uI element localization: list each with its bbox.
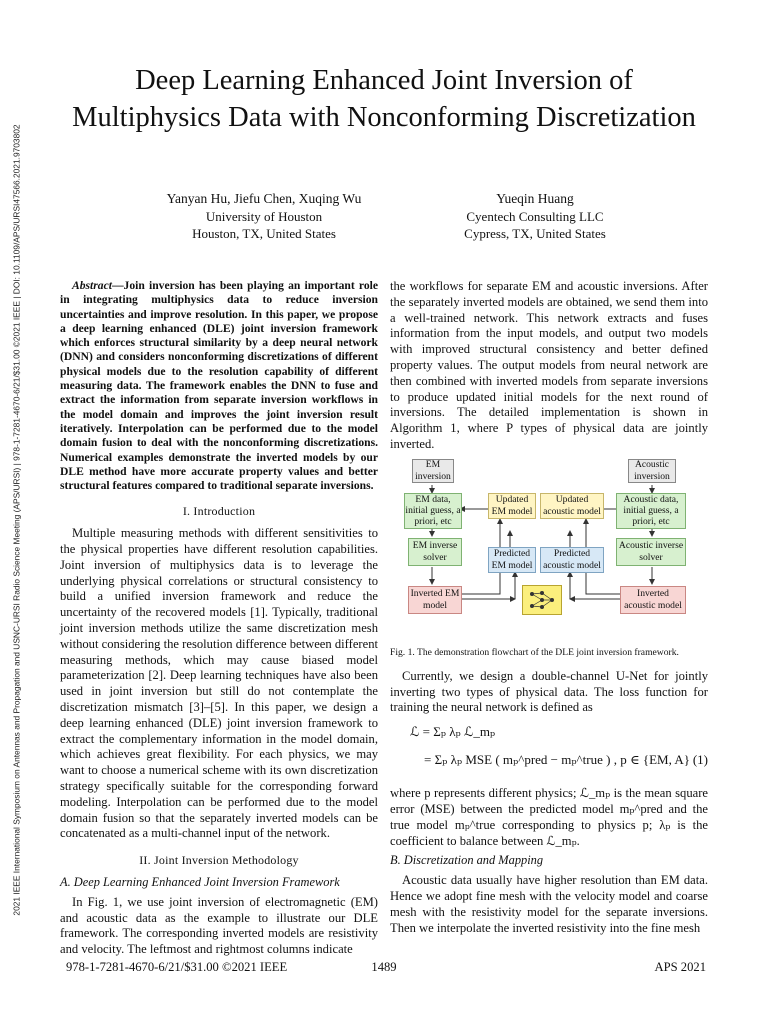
ieee-sidebar (10, 70, 24, 970)
inverted-em-model-box: Inverted EM model (408, 586, 462, 614)
acoustic-inverse-solver-box: Acoustic inverse solver (616, 538, 686, 566)
author-block-1 (100, 190, 428, 243)
inverted-acoustic-model-box: Inverted acoustic model (620, 586, 686, 614)
em-inversion-label: EM inversion (412, 459, 454, 483)
right-paragraph-1: the workflows for separate EM and acoustic inversions. After the separately inverted models are obtained, we send them into a well-trained network. This network extracts and fuses information from the input models, and output two models with improved structural consistency and better defined property values. The output models from neural network are then combined with inverted models from separate inversions to produce updated initial models for the next round of inversions. The detailed implementation is shown in Algorithm 1, where P types of physical data are jointly inverted. (390, 279, 708, 451)
subsection-a-paragraph: In Fig. 1, we use joint inversion of electromagnetic (EM) and acoustic data as the example to illustrate our DLE framework. The corresponding inverted models are resistivity and velocity. The leftmost and rightmost columns indicate (60, 894, 378, 957)
em-inverse-solver-box: EM inverse solver (408, 538, 462, 566)
abstract-text: —Join inversion has been playing an important role in integrating multiphysics data to reduce inversion uncertainties and improve resolution. In this paper, we propose a deep learning enhanced (DLE) joint inversion framework which enforces structural similarity by a deep neural network (DNN) and considers nonconforming discretizations of different physical models due to the resolution capability of different measuring data. The framework enables the DNN to fuse and extract the information from separate inversion workflows in the model domain and improves the joint inversion result iteratively. Interpolation can be performed due to the model domain fusion to deal with the nonconforming discretizations. Numerical examples demonstrate the inverted models by our DLE method have more accurate property values and better structural features compared to traditional separate inversions. (60, 279, 378, 493)
right-column (390, 279, 708, 936)
subsection-heading-b: B. Discretization and Mapping (390, 853, 544, 868)
section-heading-introduction: I. Introduction (182, 504, 256, 519)
intro-paragraph: Multiple measuring methods with different sensitivities to the physical properties have different resolution capabilities. Joint inversion of multiphysics data is to leverage the underlying physical correlations or structural consistency to build a unified inversion framework and reduce the uncertainty of the recovered models [1]. Typically, traditional joint inversion methods utilize the same discretization mesh without considering the resolution difference between different measuring methods, which may cause biased model parameterization [2]. Deep learning techniques have also been used in joint inversion but still do not contemplate the discretization mismatch [3]–[5]. In this paper, we design a deep learning enhanced (DLE) joint inversion framework to extract the complementary information in the model domain, which achieves great flexibility. For each physics, we may want to choose a numerical scheme with its own discretization strategy specifically suitable for the corresponding forward modeling. Interpolation can be performed due to the model domain fusion so that the separately inverted models can be concatenated as a multi-channel input of the network. (60, 526, 378, 841)
abstract-label: Abstract (72, 279, 112, 292)
subsection-heading-a: A. Deep Learning Enhanced Joint Inversion Framework (60, 874, 340, 889)
subsection-b-paragraph: Acoustic data usually have higher resolution than EM data. Hence we adopt fine mesh with the velocity model and coarse mesh with the resistivity model for the separate inversions. Then we interpolate the inverted resistivity into the fine mesh (390, 873, 708, 935)
abstract (60, 279, 378, 493)
equation-number: (1) (692, 752, 708, 768)
author-location: Cypress, TX, United States (464, 226, 606, 241)
author-affiliation: University of Houston (205, 208, 323, 224)
acoustic-data-box: Acoustic data, initial guess, a priori, etc (616, 493, 686, 529)
equation-line-1: ℒ = Σₚ λₚ ℒ_mₚ (410, 724, 496, 740)
equation-line-2: = Σₚ λₚ MSE ( mₚ^pred − mₚ^true ) , p ∈ {EM, A} (424, 752, 690, 768)
predicted-acoustic-model-box: Predicted acoustic model (540, 547, 604, 573)
author-affiliation: Cyentech Consulting LLC (466, 208, 604, 224)
author-location: Houston, TX, United States (192, 226, 336, 241)
figure-caption: Fig. 1. The demonstration flowchart of the DLE joint inversion framework. (390, 646, 679, 658)
footer-page-number: 1489 (371, 960, 397, 974)
em-data-box: EM data, initial guess, a priori, etc (405, 493, 461, 528)
right-paragraph-3: where p represents different physics; ℒ_mₚ is the mean square error (MSE) between the predicted model mₚ^pred and the true model mₚ^true corresponding to physics p; λₚ is the coefficient to balance between ℒ_mₚ. (390, 786, 708, 848)
sidebar-citation: 2021 IEEE International Symposium on Antennas and Propagation and USNC-URSI Radio Science Meeting (APS/URSI) | 978-1-7281-4670-6/21/$31.00 ©2021 IEEE | DOI: 10.1109/APS/URSI47566.2021.9703802 (12, 124, 22, 916)
footer-conference: APS 2021 (654, 960, 706, 974)
neural-network-glyph (527, 589, 557, 611)
right-paragraph-2: Currently, we design a double-channel U-Net for jointly inverting two types of physical data. The loss function for training the neural network is defined as (390, 668, 708, 715)
author-names: Yueqin Huang (496, 191, 574, 206)
predicted-em-model-box: Predicted EM model (488, 547, 536, 573)
author-block-2 (410, 190, 660, 243)
updated-em-model-box: Updated EM model (488, 493, 536, 519)
section-heading-methodology: II. Joint Inversion Methodology (139, 853, 299, 868)
equation-1 (390, 722, 708, 780)
author-names: Yanyan Hu, Jiefu Chen, Xuqing Wu (166, 191, 362, 206)
updated-acoustic-model-box: Updated acoustic model (540, 493, 604, 519)
footer-isbn: 978-1-7281-4670-6/21/$31.00 ©2021 IEEE (66, 960, 288, 974)
figure-1-flowchart (390, 459, 708, 637)
neural-network-icon (522, 585, 562, 615)
acoustic-inversion-label: Acoustic inversion (628, 459, 676, 483)
left-column (60, 279, 378, 958)
paper-title: Deep Learning Enhanced Joint Inversion of Multiphysics Data with Nonconforming Discretization (72, 65, 696, 133)
